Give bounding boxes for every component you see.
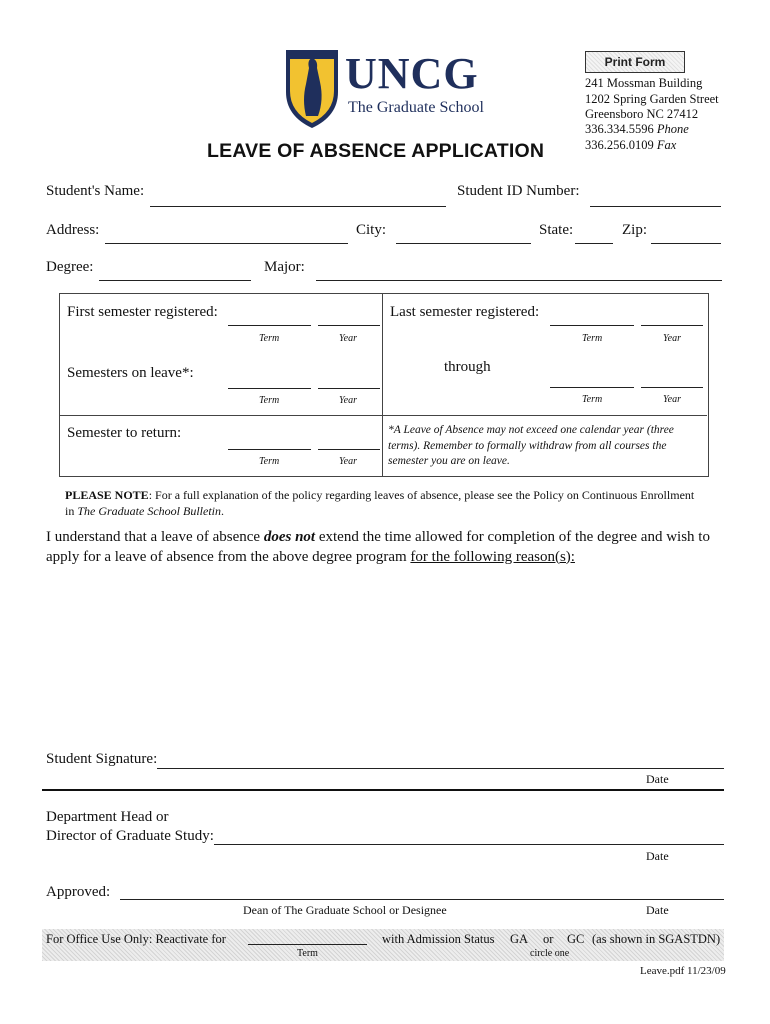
state-label: State: [539,222,574,238]
box-row-divider [59,415,707,416]
date-caption: Date [646,849,669,863]
through-label: through [444,359,491,375]
student-name-field[interactable] [150,206,446,207]
year-caption: Year [663,394,681,405]
student-id-field[interactable] [590,206,721,207]
statement-emphasis: does not [263,529,316,545]
circle-one-caption: circle one [530,948,570,959]
admission-status-label: with Admission Status [382,932,495,946]
first-year-field[interactable] [318,325,380,326]
leave-start-term-field[interactable] [228,388,311,389]
leave-end-term-field[interactable] [550,387,634,388]
leave-end-year-field[interactable] [641,387,703,388]
approved-signature-field[interactable] [120,899,724,900]
sgastdn-note: (as shown in SGASTDN) [592,932,721,946]
address-line3: Greensboro NC 27412 [585,107,699,121]
bulletin-reference: The Graduate School Bulletin [77,504,221,518]
fax-number: 336.256.0109 [585,138,654,152]
first-semester-label: First semester registered: [67,304,218,320]
last-year-field[interactable] [641,325,703,326]
leave-footnote: *A Leave of Absence may not exceed one calendar year (three terms). Remember to formally withdraw from all courses the semester you are on leave. [388,424,674,467]
approved-label: Approved: [46,884,111,900]
term-caption: Term [582,333,603,344]
year-caption: Year [339,395,357,406]
return-term-field[interactable] [228,449,311,450]
year-caption: Year [339,456,357,467]
term-caption: Term [259,395,280,406]
student-id-label: Student ID Number: [457,183,580,199]
dept-head-signature-field[interactable] [214,844,724,845]
phone-label: Phone [656,122,689,136]
semesters-on-leave-label: Semesters on leave*: [67,365,194,381]
term-caption: Term [259,333,280,344]
statement-paragraph [46,528,736,567]
zip-label: Zip: [622,222,647,238]
student-signature-label: Student Signature: [46,751,158,767]
state-field[interactable] [575,243,613,244]
statement-part1: I understand that a leave of absence [46,529,264,545]
please-note [65,487,705,519]
dept-head-label-line1: Department Head or [46,809,169,825]
footer-version: Leave.pdf 11/23/09 [640,965,726,977]
last-semester-label: Last semester registered: [390,304,540,320]
student-name-label: Student's Name: [46,183,145,199]
phone-line [585,122,689,138]
first-term-field[interactable] [228,325,311,326]
year-caption: Year [663,333,681,344]
year-caption: Year [339,333,357,344]
status-or-label: or [543,932,554,946]
leave-start-year-field[interactable] [318,388,380,389]
logo-subtitle: The Graduate School [348,99,484,116]
zip-field[interactable] [651,243,721,244]
dept-head-label-line2: Director of Graduate Study: [46,828,214,844]
fax-line [585,138,676,154]
logo-wordmark: UNCG [345,49,479,98]
uncg-logo [282,44,502,134]
page-title: LEAVE OF ABSENCE APPLICATION [207,140,545,162]
box-divider [382,293,383,476]
address-line1: 241 Mossman Building [585,76,703,90]
status-gc-option[interactable]: GC [567,932,585,946]
city-field[interactable] [396,243,531,244]
dean-caption: Dean of The Graduate School or Designee [243,903,447,917]
term-caption: Term [259,456,280,467]
student-signature-field[interactable] [157,768,724,769]
reasons-label: for the following reason(s): [410,548,575,565]
note-label: PLEASE NOTE [65,488,149,502]
status-ga-option[interactable]: GA [510,932,529,946]
major-field[interactable] [316,280,722,281]
date-caption: Date [646,903,669,917]
section-divider [42,789,724,791]
date-caption: Date [646,772,669,786]
note-text: : For a full explanation of the policy regarding leaves of absence, please see the Policy on Continuous Enrollment in [65,488,695,518]
semester-to-return-label: Semester to return: [67,425,182,441]
term-caption: Term [582,394,603,405]
degree-field[interactable] [99,280,251,281]
office-term-caption: Term [297,948,318,959]
last-term-field[interactable] [550,325,634,326]
reasons-text-area[interactable] [46,580,724,740]
fax-label: Fax [656,138,677,152]
degree-label: Degree: [46,259,94,275]
city-label: City: [356,222,387,238]
print-form-button[interactable]: Print Form [585,51,685,73]
phone-number: 336.334.5596 [585,122,654,136]
address-field[interactable] [105,243,348,244]
reactivate-term-field[interactable] [248,944,367,945]
statement-part2: extend the time allowed for completion of the degree and wish to apply for a leave of absence from the above degree program [46,529,710,565]
address-label: Address: [46,222,100,238]
return-year-field[interactable] [318,449,380,450]
note-end: . [221,504,224,518]
office-use-label: For Office Use Only: Reactivate for [46,932,226,946]
shield-icon [282,44,342,130]
major-label: Major: [264,259,305,275]
address-line2: 1202 Spring Garden Street [585,92,719,106]
